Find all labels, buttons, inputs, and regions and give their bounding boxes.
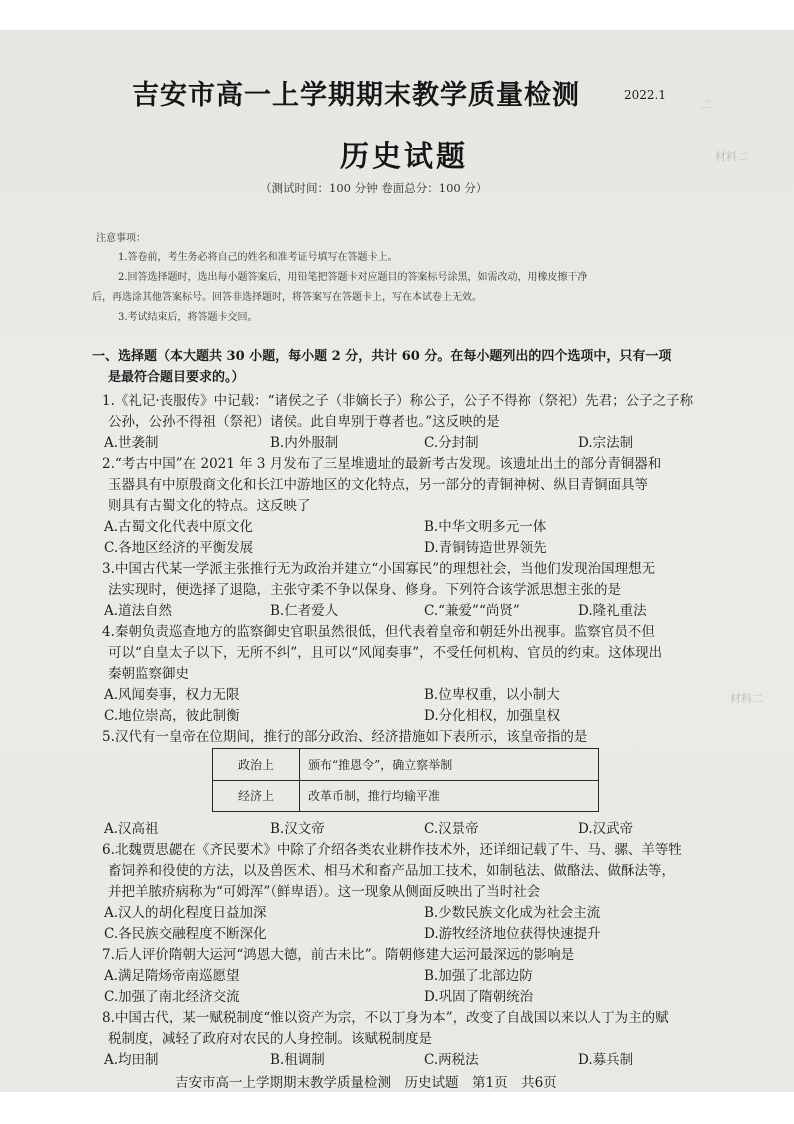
question-1-text: 公孙，公孙不得祖（祭祀）诸侯。此自卑别于尊者也。”这反映的是 — [108, 414, 500, 430]
section-heading: 是最符合题目要求的。） — [108, 370, 245, 385]
note-item: 1.答卷前，考生务必将自己的姓名和准考证号填写在答题卡上。 — [118, 252, 398, 263]
question-4-option-d: D.分化相权，加强皇权 — [424, 708, 561, 724]
page-footer: 吉安市高一上学期期末教学质量检测 历史试题 第1页 共6页 — [175, 1075, 557, 1091]
notes-heading: 注意事项： — [96, 233, 146, 244]
question-6-option-b: B.少数民族文化成为社会主流 — [424, 905, 601, 921]
question-2-text: 玉器具有中原殷商文化和长江中游地区的文化特点，另一部分的青铜神树、纵目青铜面具等 — [108, 477, 648, 493]
question-5-text: 5.汉代有一皇帝在位期间，推行的部分政治、经济措施如下表所示，该皇帝指的是 — [102, 729, 588, 745]
table-cell-content: 改革币制，推行均输平准 — [300, 780, 599, 812]
note-item: 2.回答选择题时，选出每小题答案后，用铅笔把答题卡对应题目的答案标号涂黑，如需改动，用橡皮擦干净 — [118, 272, 588, 283]
question-1-option-d: D.宗法制 — [578, 435, 634, 451]
question-6-text: 并把羊脓疥病称为“可姆浑”（鲜卑语）。这一现象从侧面反映出了当时社会 — [108, 884, 541, 900]
question-1-option-c: C.分封制 — [424, 435, 479, 451]
table-cell-label: 经济上 — [213, 780, 300, 812]
question-6-option-c: C.各民族交融程度不断深化 — [104, 926, 267, 942]
question-2-option-c: C.各地区经济的平衡发展 — [104, 540, 254, 556]
question-8-option-c: C.两税法 — [424, 1052, 479, 1068]
question-2-option-a: A.古蜀文化代表中原文化 — [104, 519, 254, 535]
question-4-text: 4.秦朝负责巡查地方的监察御史官职虽然很低，但代表着皇帝和朝廷外出视事。监察官员不但 — [102, 624, 655, 640]
question-2-text: 则具有古蜀文化的特点。这反映了 — [108, 498, 311, 514]
question-8-text: 税制度，减轻了政府对农民的人身控制。该赋税制度是 — [108, 1031, 432, 1047]
question-4-option-b: B.位卑权重，以小制大 — [424, 687, 560, 703]
question-7-option-c: C.加强了南北经济交流 — [104, 989, 240, 1005]
question-8-option-d: D.募兵制 — [578, 1052, 634, 1068]
section-heading: 一、选择题（本大题共 30 小题，每小题 2 分，共计 60 分。在每小题列出的四个选项中，只有一项 — [92, 349, 672, 364]
exam-title: 吉安市高一上学期期末教学质量检测 — [132, 80, 580, 111]
question-6-text: 6.北魏贾思勰在《齐民要术》中除了介绍各类农业耕作技术外，还详细记载了牛、马、骡、羊等牲 — [102, 842, 682, 858]
table-cell-content: 颁布“推恩令”，确立察举制 — [300, 749, 599, 781]
question-1-text: 1.《礼记·丧服传》中记载：“诸侯之子（非嫡长子）称公子，公子不得祢（祭祀）先君；公子之子称 — [102, 393, 694, 409]
note-item: 3.考试结束后，将答题卡交回。 — [118, 312, 258, 323]
question-3-option-c: C.“兼爱”“尚贤” — [424, 603, 520, 619]
question-3-option-d: D.隆礼重法 — [578, 603, 647, 619]
question-3-text: 3.中国古代某一学派主张推行无为政治并建立“小国寡民”的理想社会，当他们发现治国理想无 — [102, 561, 656, 577]
question-4-text: 可以“自皇太子以下，无所不纠”，且可以“风闻奏事”，不受任何机构、官员的约束。这体现出 — [108, 645, 663, 661]
exam-subtitle: 历史试题 — [340, 139, 469, 173]
question-8-option-a: A.均田制 — [104, 1052, 159, 1068]
question-5-option-b: B.汉文帝 — [270, 821, 325, 837]
question-5-option-d: D.汉武帝 — [578, 821, 634, 837]
question-2-option-d: D.青铜铸造世界领先 — [424, 540, 547, 556]
question-7-option-b: B.加强了北部边防 — [424, 968, 533, 984]
table-row — [213, 749, 599, 781]
exam-date: 2022.1 — [624, 88, 666, 102]
question-5-option-a: A.汉高祖 — [104, 821, 159, 837]
question-4-option-a: A.风闻奏事，权力无限 — [104, 687, 240, 703]
bleed-through-text: 材料二 — [730, 692, 763, 705]
exam-time-info: （测试时间：100 分钟 卷面总分：100 分） — [260, 181, 488, 195]
question-5-option-c: C.汉景帝 — [424, 821, 479, 837]
question-2-option-b: B.中华文明多元一体 — [424, 519, 547, 535]
question-3-text: 法实现时，便选择了退隐，主张守柔不争以保身、修身。下列符合该学派思想主张的是 — [108, 582, 621, 598]
note-item: 后，再选涂其他答案标号。回答非选择题时，将答案写在答题卡上，写在本试卷上无效。 — [92, 292, 482, 303]
bleed-through-text: 材料二 — [715, 150, 748, 163]
table-row — [213, 780, 599, 812]
question-4-option-c: C.地位崇高，彼此制衡 — [104, 708, 240, 724]
question-7-text: 7.后人评价隋朝大运河“鸿恩大德，前古未比”。隋朝修建大运河最深远的影响是 — [102, 947, 575, 963]
question-7-option-a: A.满足隋炀帝南巡愿望 — [104, 968, 240, 984]
question-2-text: 2.“考古中国”在 2021 年 3 月发布了三星堆遗址的最新考古发现。该遗址出土的部分青铜器和 — [102, 456, 662, 472]
question-8-option-b: B.租调制 — [270, 1052, 325, 1068]
table-cell-label: 政治上 — [213, 749, 300, 781]
question-1-option-a: A.世袭制 — [104, 435, 159, 451]
question-3-option-b: B.仁者爱人 — [270, 603, 339, 619]
question-7-option-d: D.巩固了隋朝统治 — [424, 989, 534, 1005]
bleed-through-text: 二 — [700, 98, 711, 111]
question-4-text: 秦朝监察御史 — [108, 666, 189, 682]
question-8-text: 8.中国古代，某一赋税制度“惟以资产为宗，不以丁身为本”，改变了自战国以来以人丁为主的赋 — [102, 1010, 669, 1026]
question-6-option-a: A.汉人的胡化程度日益加深 — [104, 905, 267, 921]
question-6-option-d: D.游牧经济地位获得快速提升 — [424, 926, 601, 942]
question-3-option-a: A.道法自然 — [104, 603, 173, 619]
question-1-option-b: B.内外服制 — [270, 435, 339, 451]
question-6-text: 畜饲养和役使的方法，以及兽医术、相马术和畜产品加工技术，如制毡法、做酪法、做酥法等， — [108, 863, 675, 879]
question-5-table — [212, 748, 599, 812]
